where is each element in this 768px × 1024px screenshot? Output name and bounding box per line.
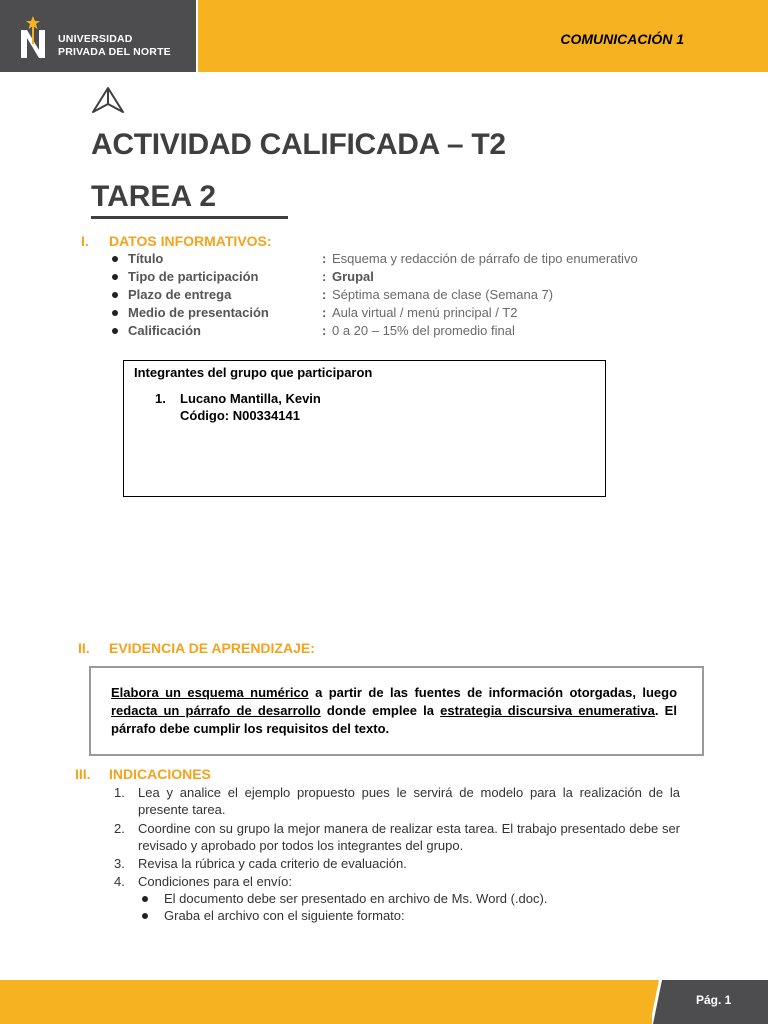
section1-number: I. xyxy=(81,233,89,249)
info-label: Tipo de participación xyxy=(128,269,259,284)
subitem-text: Graba el archivo con el siguiente formato: xyxy=(164,908,405,923)
evidence-part: a partir de las fuentes de información otorgadas, luego xyxy=(308,685,678,700)
member-name: Lucano Mantilla, Kevin xyxy=(180,391,321,406)
title-underline xyxy=(91,216,288,219)
info-value: Esquema y redacción de párrafo de tipo enumerativo xyxy=(332,251,638,266)
bullet-icon xyxy=(142,913,148,919)
bullet-icon xyxy=(112,274,118,280)
members-title: Integrantes del grupo que participaron xyxy=(134,365,373,380)
indication-number: 4. xyxy=(114,874,125,889)
subitem-text: El documento debe ser presentado en archivo de Ms. Word (.doc). xyxy=(164,891,548,906)
indication-number: 2. xyxy=(114,821,125,836)
footer-divider-icon xyxy=(652,980,668,1024)
section2-heading: EVIDENCIA DE APRENDIZAJE: xyxy=(109,640,315,656)
navigation-arrow-icon xyxy=(91,86,125,114)
info-colon: : xyxy=(322,323,327,338)
section1-heading: DATOS INFORMATIVOS: xyxy=(109,233,272,249)
info-colon: : xyxy=(322,251,327,266)
member-number: 1. xyxy=(155,391,166,406)
header-bar xyxy=(198,0,768,72)
info-row-calificacion xyxy=(112,323,712,341)
section3-number: III. xyxy=(75,766,91,782)
info-value: 0 a 20 – 15% del promedio final xyxy=(332,323,515,338)
info-label: Calificación xyxy=(128,323,201,338)
evidence-part: donde emplee la xyxy=(320,703,441,718)
members-box xyxy=(123,360,606,497)
evidence-part: Elabora un esquema numérico xyxy=(111,685,309,700)
page-number: Pág. 1 xyxy=(696,993,732,1007)
indication-number: 3. xyxy=(114,856,125,871)
info-row-plazo xyxy=(112,287,712,305)
info-label: Título xyxy=(128,251,164,266)
info-row-tipo xyxy=(112,269,712,287)
logo-text-line2: PRIVADA DEL NORTE xyxy=(58,46,171,58)
page-subtitle: TAREA 2 xyxy=(91,180,217,213)
evidence-part: estrategia discursiva enumerativa xyxy=(440,703,655,718)
info-row-titulo xyxy=(112,251,712,269)
indication-number: 1. xyxy=(114,785,125,800)
info-value: Aula virtual / menú principal / T2 xyxy=(332,305,518,320)
member-code: Código: N00334141 xyxy=(180,408,300,423)
section2-number: II. xyxy=(78,640,90,656)
bullet-icon xyxy=(112,310,118,316)
info-colon: : xyxy=(322,287,327,302)
logo-text-line1: UNIVERSIDAD xyxy=(58,33,133,45)
bullet-icon xyxy=(112,292,118,298)
indication-text: Lea y analice el ejemplo propuesto pues le servirá de modelo para la realización de la presente tarea. xyxy=(138,785,680,817)
university-logo-panel xyxy=(0,0,196,72)
info-label: Plazo de entrega xyxy=(128,287,232,302)
course-name: COMUNICACIÓN 1 xyxy=(560,31,684,47)
evidence-box xyxy=(89,666,704,756)
info-row-medio xyxy=(112,305,712,323)
indication-text: Coordine con su grupo la mejor manera de realizar esta tarea. El trabajo presentado debe ser revisado y aprobado por todos los integrantes del grupo. xyxy=(138,821,680,853)
upn-logo-icon xyxy=(18,16,48,60)
info-value: Séptima semana de clase (Semana 7) xyxy=(332,287,554,302)
bullet-icon xyxy=(112,256,118,262)
indication-text: Condiciones para el envío: xyxy=(138,874,292,889)
page-title: ACTIVIDAD CALIFICADA – T2 xyxy=(91,128,506,161)
evidence-part: redacta un párrafo de desarrollo xyxy=(111,703,321,718)
info-label: Medio de presentación xyxy=(128,305,269,320)
bullet-icon xyxy=(112,328,118,334)
section3-heading: INDICACIONES xyxy=(109,766,211,782)
evidence-part: . El párrafo debe cumplir los requisitos del texto. xyxy=(111,703,677,736)
indication-text: Revisa la rúbrica y cada criterio de evaluación. xyxy=(138,856,407,871)
evidence-text xyxy=(111,684,677,738)
info-value: Grupal xyxy=(332,269,374,284)
info-colon: : xyxy=(322,305,327,320)
bullet-icon xyxy=(142,896,148,902)
info-colon: : xyxy=(322,269,327,284)
